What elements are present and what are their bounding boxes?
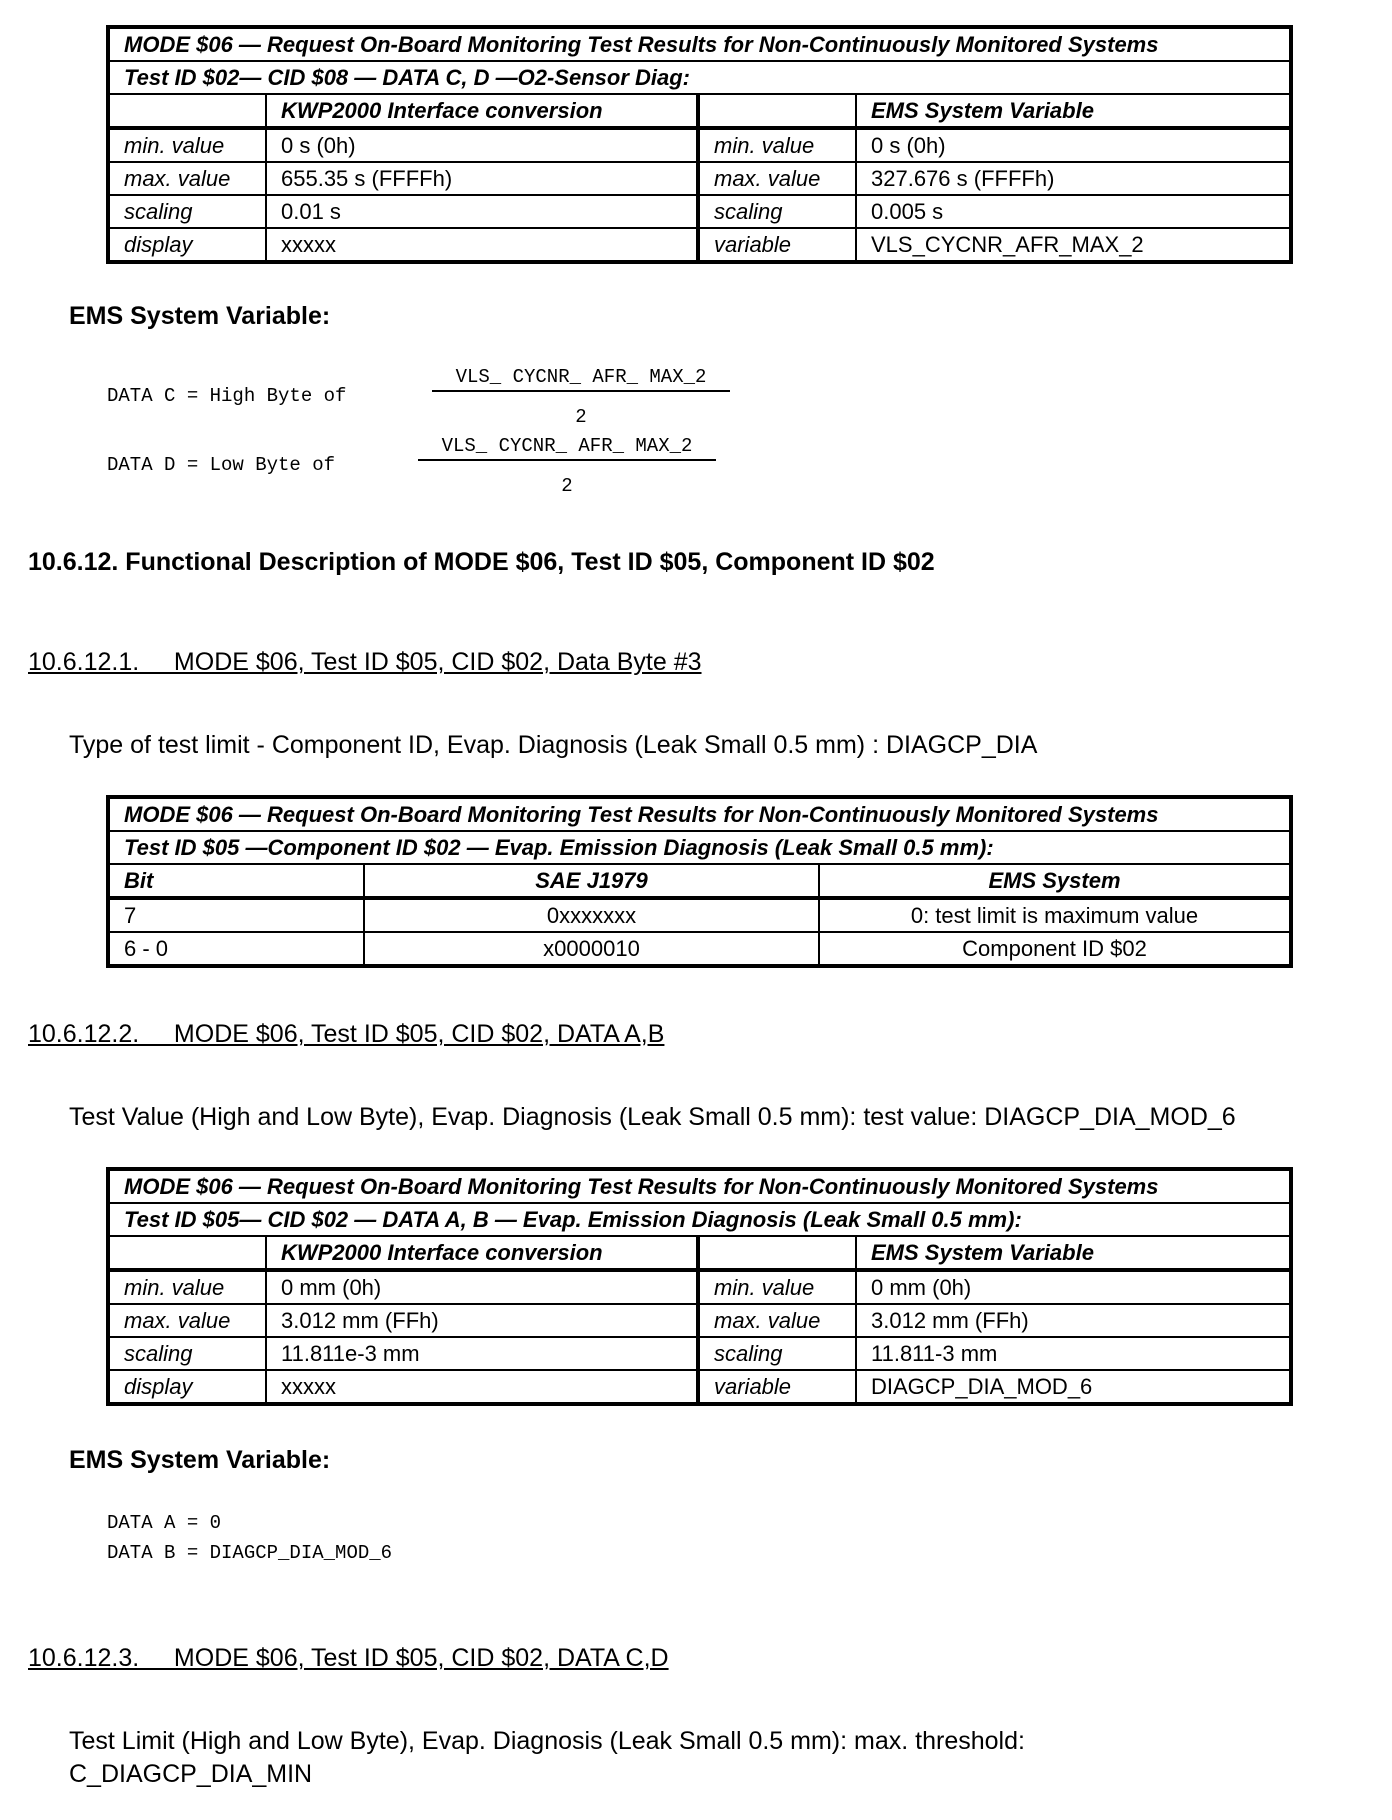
row-value: 0 mm (0h) [856, 1270, 1291, 1304]
row-value: 11.811-3 mm [856, 1337, 1291, 1370]
row-value: 0.01 s [266, 195, 698, 228]
table-title: MODE $06 — Request On-Board Monitoring Test Results for Non-Continuously Monitored Systems [108, 797, 1291, 831]
section-heading-10-6-12: 10.6.12. Functional Description of MODE $06, Test ID $05, Component ID $02 [28, 548, 935, 576]
row-value: 11.811e-3 mm [266, 1337, 698, 1370]
row-label: min. value [698, 1270, 856, 1304]
cell-bit: 7 [108, 898, 364, 932]
row-value: DIAGCP_DIA_MOD_6 [856, 1370, 1291, 1404]
table-row [108, 1337, 1291, 1370]
cell-sae: 0xxxxxxx [364, 898, 819, 932]
table-o2-sensor-diag [106, 25, 1293, 264]
section-heading-10-6-12-3: 10.6.12.3. MODE $06, Test ID $05, CID $02, DATA C,D [28, 1644, 669, 1672]
row-label: max. value [698, 162, 856, 195]
paragraph-test-limit-line1: Test Limit (High and Low Byte), Evap. Diagnosis (Leak Small 0.5 mm): max. threshold: [69, 1727, 1025, 1755]
formula-data-c-numerator: VLS_ CYCNR_ AFR_ MAX_2 [432, 366, 730, 392]
row-label: display [108, 1370, 266, 1404]
paragraph-test-limit-type: Type of test limit - Component ID, Evap. Diagnosis (Leak Small 0.5 mm) : DIAGCP_DIA [69, 731, 1038, 759]
table-subtitle: Test ID $02— CID $08 — DATA C, D —O2-Sensor Diag: [108, 61, 1291, 94]
table-row [108, 1270, 1291, 1304]
table-data-byte-3 [106, 795, 1293, 968]
row-value: 3.012 mm (FFh) [856, 1304, 1291, 1337]
cell-ems: 0: test limit is maximum value [819, 898, 1291, 932]
row-label: display [108, 228, 266, 262]
row-value: xxxxx [266, 228, 698, 262]
formula-data-b: DATA B = DIAGCP_DIA_MOD_6 [107, 1542, 393, 1564]
col-header-kwp: KWP2000 Interface conversion [266, 94, 698, 128]
ems-variable-heading: EMS System Variable: [69, 1446, 331, 1474]
row-label: variable [698, 228, 856, 262]
formula-data-d-denominator: 2 [561, 475, 573, 497]
cell-ems: Component ID $02 [819, 932, 1291, 966]
cell-bit: 6 - 0 [108, 932, 364, 966]
table-row [108, 932, 1291, 966]
paragraph-test-limit-line2: C_DIAGCP_DIA_MIN [69, 1760, 313, 1788]
section-heading-10-6-12-2: 10.6.12.2. MODE $06, Test ID $05, CID $02, DATA A,B [28, 1020, 665, 1048]
row-label: scaling [108, 1337, 266, 1370]
row-label: max. value [698, 1304, 856, 1337]
row-value: 0 s (0h) [856, 128, 1291, 162]
col-header-sae: SAE J1979 [364, 864, 819, 898]
row-value: 0.005 s [856, 195, 1291, 228]
formula-data-a: DATA A = 0 [107, 1512, 222, 1534]
table-row [108, 162, 1291, 195]
row-value: VLS_CYCNR_AFR_MAX_2 [856, 228, 1291, 262]
row-label: min. value [108, 128, 266, 162]
col-header-ems: EMS System Variable [856, 94, 1291, 128]
formula-data-c-label: DATA C = High Byte of [107, 385, 347, 407]
row-value: 3.012 mm (FFh) [266, 1304, 698, 1337]
cell-sae: x0000010 [364, 932, 819, 966]
row-label: max. value [108, 162, 266, 195]
row-label: max. value [108, 1304, 266, 1337]
formula-data-d-label: DATA D = Low Byte of [107, 454, 336, 476]
table-row [108, 128, 1291, 162]
row-label: scaling [698, 195, 856, 228]
row-label: scaling [108, 195, 266, 228]
table-data-a-b [106, 1167, 1293, 1406]
formula-data-d-numerator: VLS_ CYCNR_ AFR_ MAX_2 [418, 435, 716, 461]
col-header-ems: EMS System Variable [856, 1236, 1291, 1270]
formula-data-c-denominator: 2 [575, 406, 587, 428]
table-row [108, 228, 1291, 262]
table-row [108, 1304, 1291, 1337]
table-row [108, 195, 1291, 228]
ems-variable-heading: EMS System Variable: [69, 302, 331, 330]
row-value: 327.676 s (FFFFh) [856, 162, 1291, 195]
section-heading-10-6-12-1: 10.6.12.1. MODE $06, Test ID $05, CID $02, Data Byte #3 [28, 648, 702, 676]
row-label: scaling [698, 1337, 856, 1370]
col-header-kwp: KWP2000 Interface conversion [266, 1236, 698, 1270]
paragraph-test-value: Test Value (High and Low Byte), Evap. Diagnosis (Leak Small 0.5 mm): test value: DIAGCP_DIA_MOD_6 [69, 1103, 1236, 1131]
row-value: 0 s (0h) [266, 128, 698, 162]
table-row [108, 898, 1291, 932]
table-row [108, 1370, 1291, 1404]
col-header-ems: EMS System [819, 864, 1291, 898]
row-value: 655.35 s (FFFFh) [266, 162, 698, 195]
table-subtitle: Test ID $05— CID $02 — DATA A, B — Evap. Emission Diagnosis (Leak Small 0.5 mm): [108, 1203, 1291, 1236]
row-value: 0 mm (0h) [266, 1270, 698, 1304]
table-title: MODE $06 — Request On-Board Monitoring Test Results for Non-Continuously Monitored Systems [108, 1169, 1291, 1203]
table-title: MODE $06 — Request On-Board Monitoring Test Results for Non-Continuously Monitored Systems [108, 27, 1291, 61]
table-subtitle: Test ID $05 —Component ID $02 — Evap. Emission Diagnosis (Leak Small 0.5 mm): [108, 831, 1291, 864]
row-value: xxxxx [266, 1370, 698, 1404]
row-label: min. value [108, 1270, 266, 1304]
row-label: min. value [698, 128, 856, 162]
col-header-bit: Bit [108, 864, 364, 898]
row-label: variable [698, 1370, 856, 1404]
